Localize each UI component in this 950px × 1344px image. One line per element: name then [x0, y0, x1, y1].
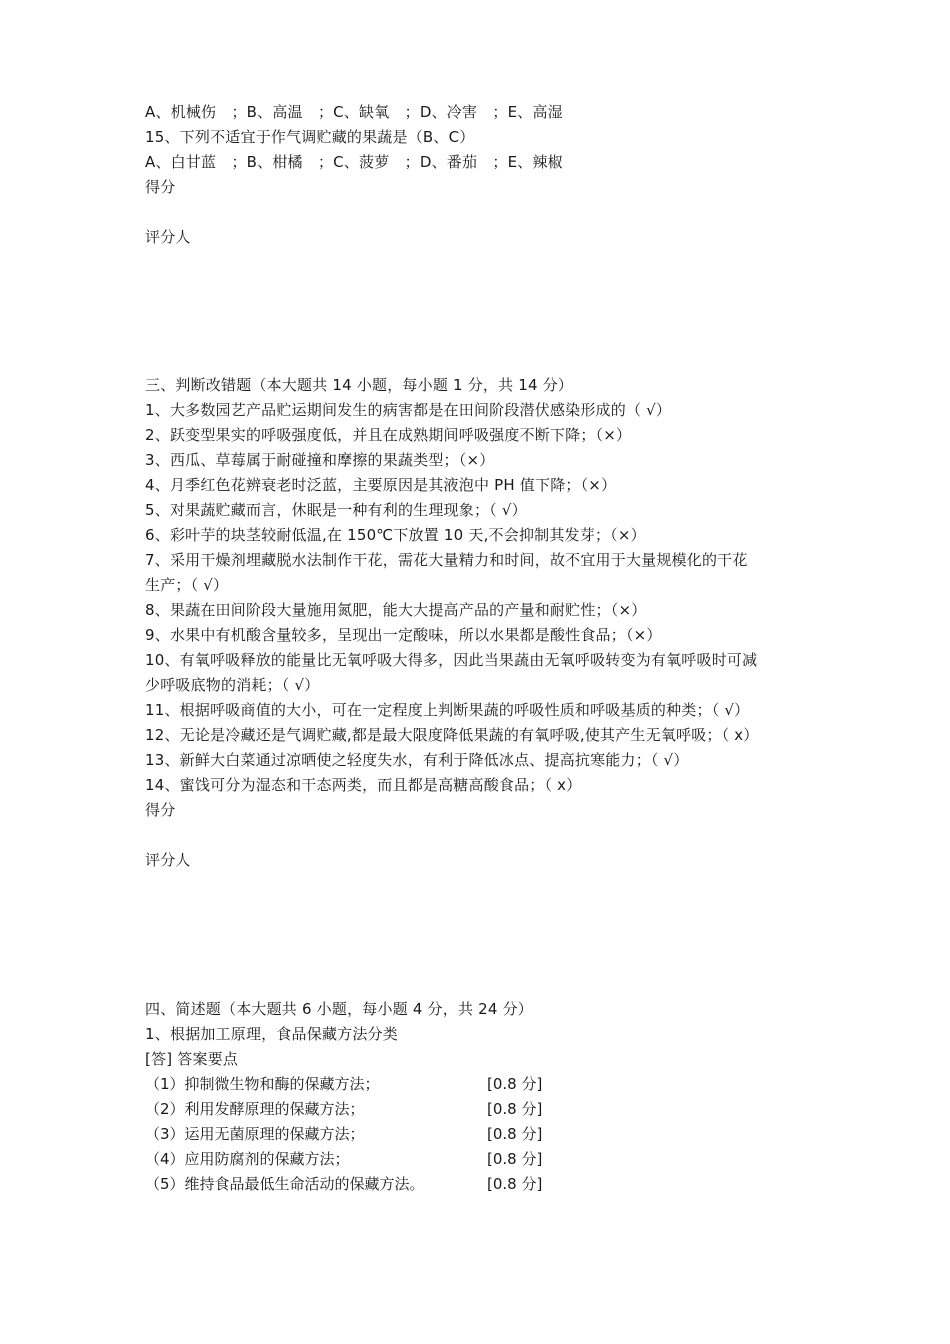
- answer-row: [145, 1097, 645, 1122]
- section4-question-1: 1、根据加工原理，食品保藏方法分类: [145, 1025, 398, 1043]
- answer-row: [145, 1072, 645, 1097]
- score-label: 得分: [145, 178, 176, 196]
- score-label: 得分: [145, 801, 176, 819]
- answer-item: （5）维持食品最低生命活动的保藏方法。: [145, 1175, 425, 1193]
- q15-question: 15、下列不适宜于作气调贮藏的果蔬是（B、C）: [145, 128, 475, 146]
- section3-line: 2、跃变型果实的呼吸强度低，并且在成熟期间呼吸强度不断下降；（×）: [145, 426, 632, 444]
- q15-options: A、白甘蓝 ；B、柑橘 ；C、菠萝 ；D、番茄 ；E、辣椒: [145, 153, 563, 171]
- answer-item: （4）应用防腐剂的保藏方法；: [145, 1150, 350, 1168]
- grader-label: 评分人: [145, 851, 191, 869]
- section3-title: 三、判断改错题（本大题共 14 小题，每小题 1 分，共 14 分）: [145, 376, 574, 394]
- answer-score: [0.8 分]: [487, 1150, 543, 1168]
- section4-title: 四、简述题（本大题共 6 小题，每小题 4 分，共 24 分）: [145, 1000, 533, 1018]
- answer-item: （1）抑制微生物和酶的保藏方法；: [145, 1075, 380, 1093]
- section3-line: 11、根据呼吸商值的大小，可在一定程度上判断果蔬的呼吸性质和呼吸基质的种类；（ √）: [145, 701, 750, 719]
- section3-line: 1、大多数园艺产品贮运期间发生的病害都是在田间阶段潜伏感染形成的（ √）: [145, 401, 672, 419]
- answer-row: [145, 1147, 645, 1172]
- section3-line: 10、有氧呼吸释放的能量比无氧呼吸大得多，因此当果蔬由无氧呼吸转变为有氧呼吸时可减: [145, 651, 758, 669]
- answer-score: [0.8 分]: [487, 1125, 543, 1143]
- grader-label: 评分人: [145, 228, 191, 246]
- section3-line: 3、西瓜、草莓属于耐碰撞和摩擦的果蔬类型；（×）: [145, 451, 495, 469]
- answer-heading: [答] 答案要点: [145, 1050, 239, 1068]
- answer-item: （3）运用无菌原理的保藏方法；: [145, 1125, 365, 1143]
- section3-line: 9、水果中有机酸含量较多，呈现出一定酸味，所以水果都是酸性食品；（×）: [145, 626, 662, 644]
- section3-line: 6、彩叶芋的块茎较耐低温,在 150℃下放置 10 天,不会抑制其发芽；（×）: [145, 526, 646, 544]
- section3-line: 4、月季红色花辨衰老时泛蓝，主要原因是其液泡中 PH 值下降；（×）: [145, 476, 617, 494]
- section3-line: 13、新鲜大白菜通过凉晒使之轻度失水，有利于降低冰点、提高抗寒能力；（ √）: [145, 751, 689, 769]
- answer-row: [145, 1172, 645, 1197]
- section3-line: 7、采用干燥剂埋藏脱水法制作干花，需花大量精力和时间，故不宜用于大量规模化的干花: [145, 551, 748, 569]
- answer-row: [145, 1122, 645, 1147]
- section3-line: 8、果蔬在田间阶段大量施用氮肥，能大大提高产品的产量和耐贮性；（×）: [145, 601, 647, 619]
- answer-score: [0.8 分]: [487, 1075, 543, 1093]
- answer-item: （2）利用发酵原理的保藏方法；: [145, 1100, 365, 1118]
- section3-line: 5、对果蔬贮藏而言，休眠是一种有利的生理现象；（ √）: [145, 501, 527, 519]
- section3-line: 14、蜜饯可分为湿态和干态两类，而且都是高糖高酸食品；（ x）: [145, 776, 582, 794]
- answer-score: [0.8 分]: [487, 1175, 543, 1193]
- section3-line: 生产；（ √）: [145, 576, 229, 594]
- answer-score: [0.8 分]: [487, 1100, 543, 1118]
- q14-options: A、机械伤 ；B、高温 ；C、缺氧 ；D、冷害 ；E、高湿: [145, 103, 563, 121]
- section3-line: 少呼吸底物的消耗；（ √）: [145, 676, 320, 694]
- section3-line: 12、无论是冷藏还是气调贮藏,都是最大限度降低果蔬的有氧呼吸,使其产生无氧呼吸；（ x）: [145, 726, 759, 744]
